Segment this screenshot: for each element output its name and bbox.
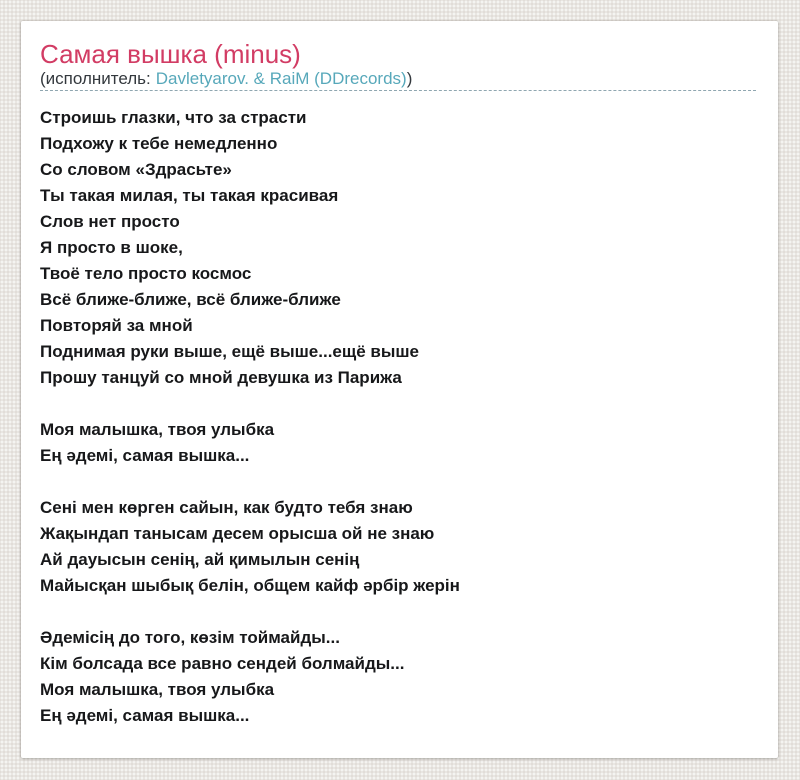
lyric-line — [40, 599, 756, 625]
header — [40, 41, 756, 91]
lyric-line: Сені мен көрген сайын, как будто тебя знаю — [40, 498, 413, 517]
lyric-line: Моя малышка, твоя улыбка — [40, 420, 275, 439]
artist-label: (исполнитель: — [40, 69, 151, 88]
lyric-line: Әдемісің до того, көзім тоймайды... — [40, 628, 340, 647]
lyrics-card — [21, 21, 778, 758]
artist-line — [40, 69, 756, 91]
lyric-line: Ең әдемі, самая вышка... — [40, 446, 250, 465]
lyric-line: Всё ближе-ближе, всё ближе-ближе — [40, 290, 341, 309]
lyric-line: Я просто в шоке, — [40, 238, 183, 257]
lyric-line: Майысқан шыбық белін, общем кайф әрбір жерін — [40, 576, 460, 595]
lyric-line: Слов нет просто — [40, 212, 180, 231]
lyric-line: Кім болсада все равно сендей болмайды... — [40, 654, 405, 673]
lyric-line: Поднимая руки выше, ещё выше...ещё выше — [40, 342, 419, 361]
lyric-line — [40, 391, 756, 417]
lyric-line: Подхожу к тебе немедленно — [40, 134, 278, 153]
lyric-line: Строишь глазки, что за страсти — [40, 108, 307, 127]
lyric-line: Ай дауысын сенің, ай қимылын сенің — [40, 550, 360, 569]
lyric-line: Со словом «Здрасьте» — [40, 160, 232, 179]
lyric-line: Жақындап танысам десем орысша ой не знаю — [40, 524, 435, 543]
lyric-line: Ты такая милая, ты такая красивая — [40, 186, 339, 205]
artist-link[interactable]: Davletyarov. & RaiM (DDrecords) — [155, 69, 407, 88]
song-title: Самая вышка (minus) — [40, 39, 301, 69]
lyric-line: Ең әдемі, самая вышка... — [40, 706, 250, 725]
artist-suffix: ) — [406, 69, 413, 88]
lyric-line: Твоё тело просто космос — [40, 264, 252, 283]
lyric-line: Прошу танцуй со мной девушка из Парижа — [40, 368, 402, 387]
lyrics-text — [40, 105, 756, 729]
lyric-line — [40, 469, 756, 495]
lyric-line: Моя малышка, твоя улыбка — [40, 680, 275, 699]
lyric-line: Повторяй за мной — [40, 316, 193, 335]
